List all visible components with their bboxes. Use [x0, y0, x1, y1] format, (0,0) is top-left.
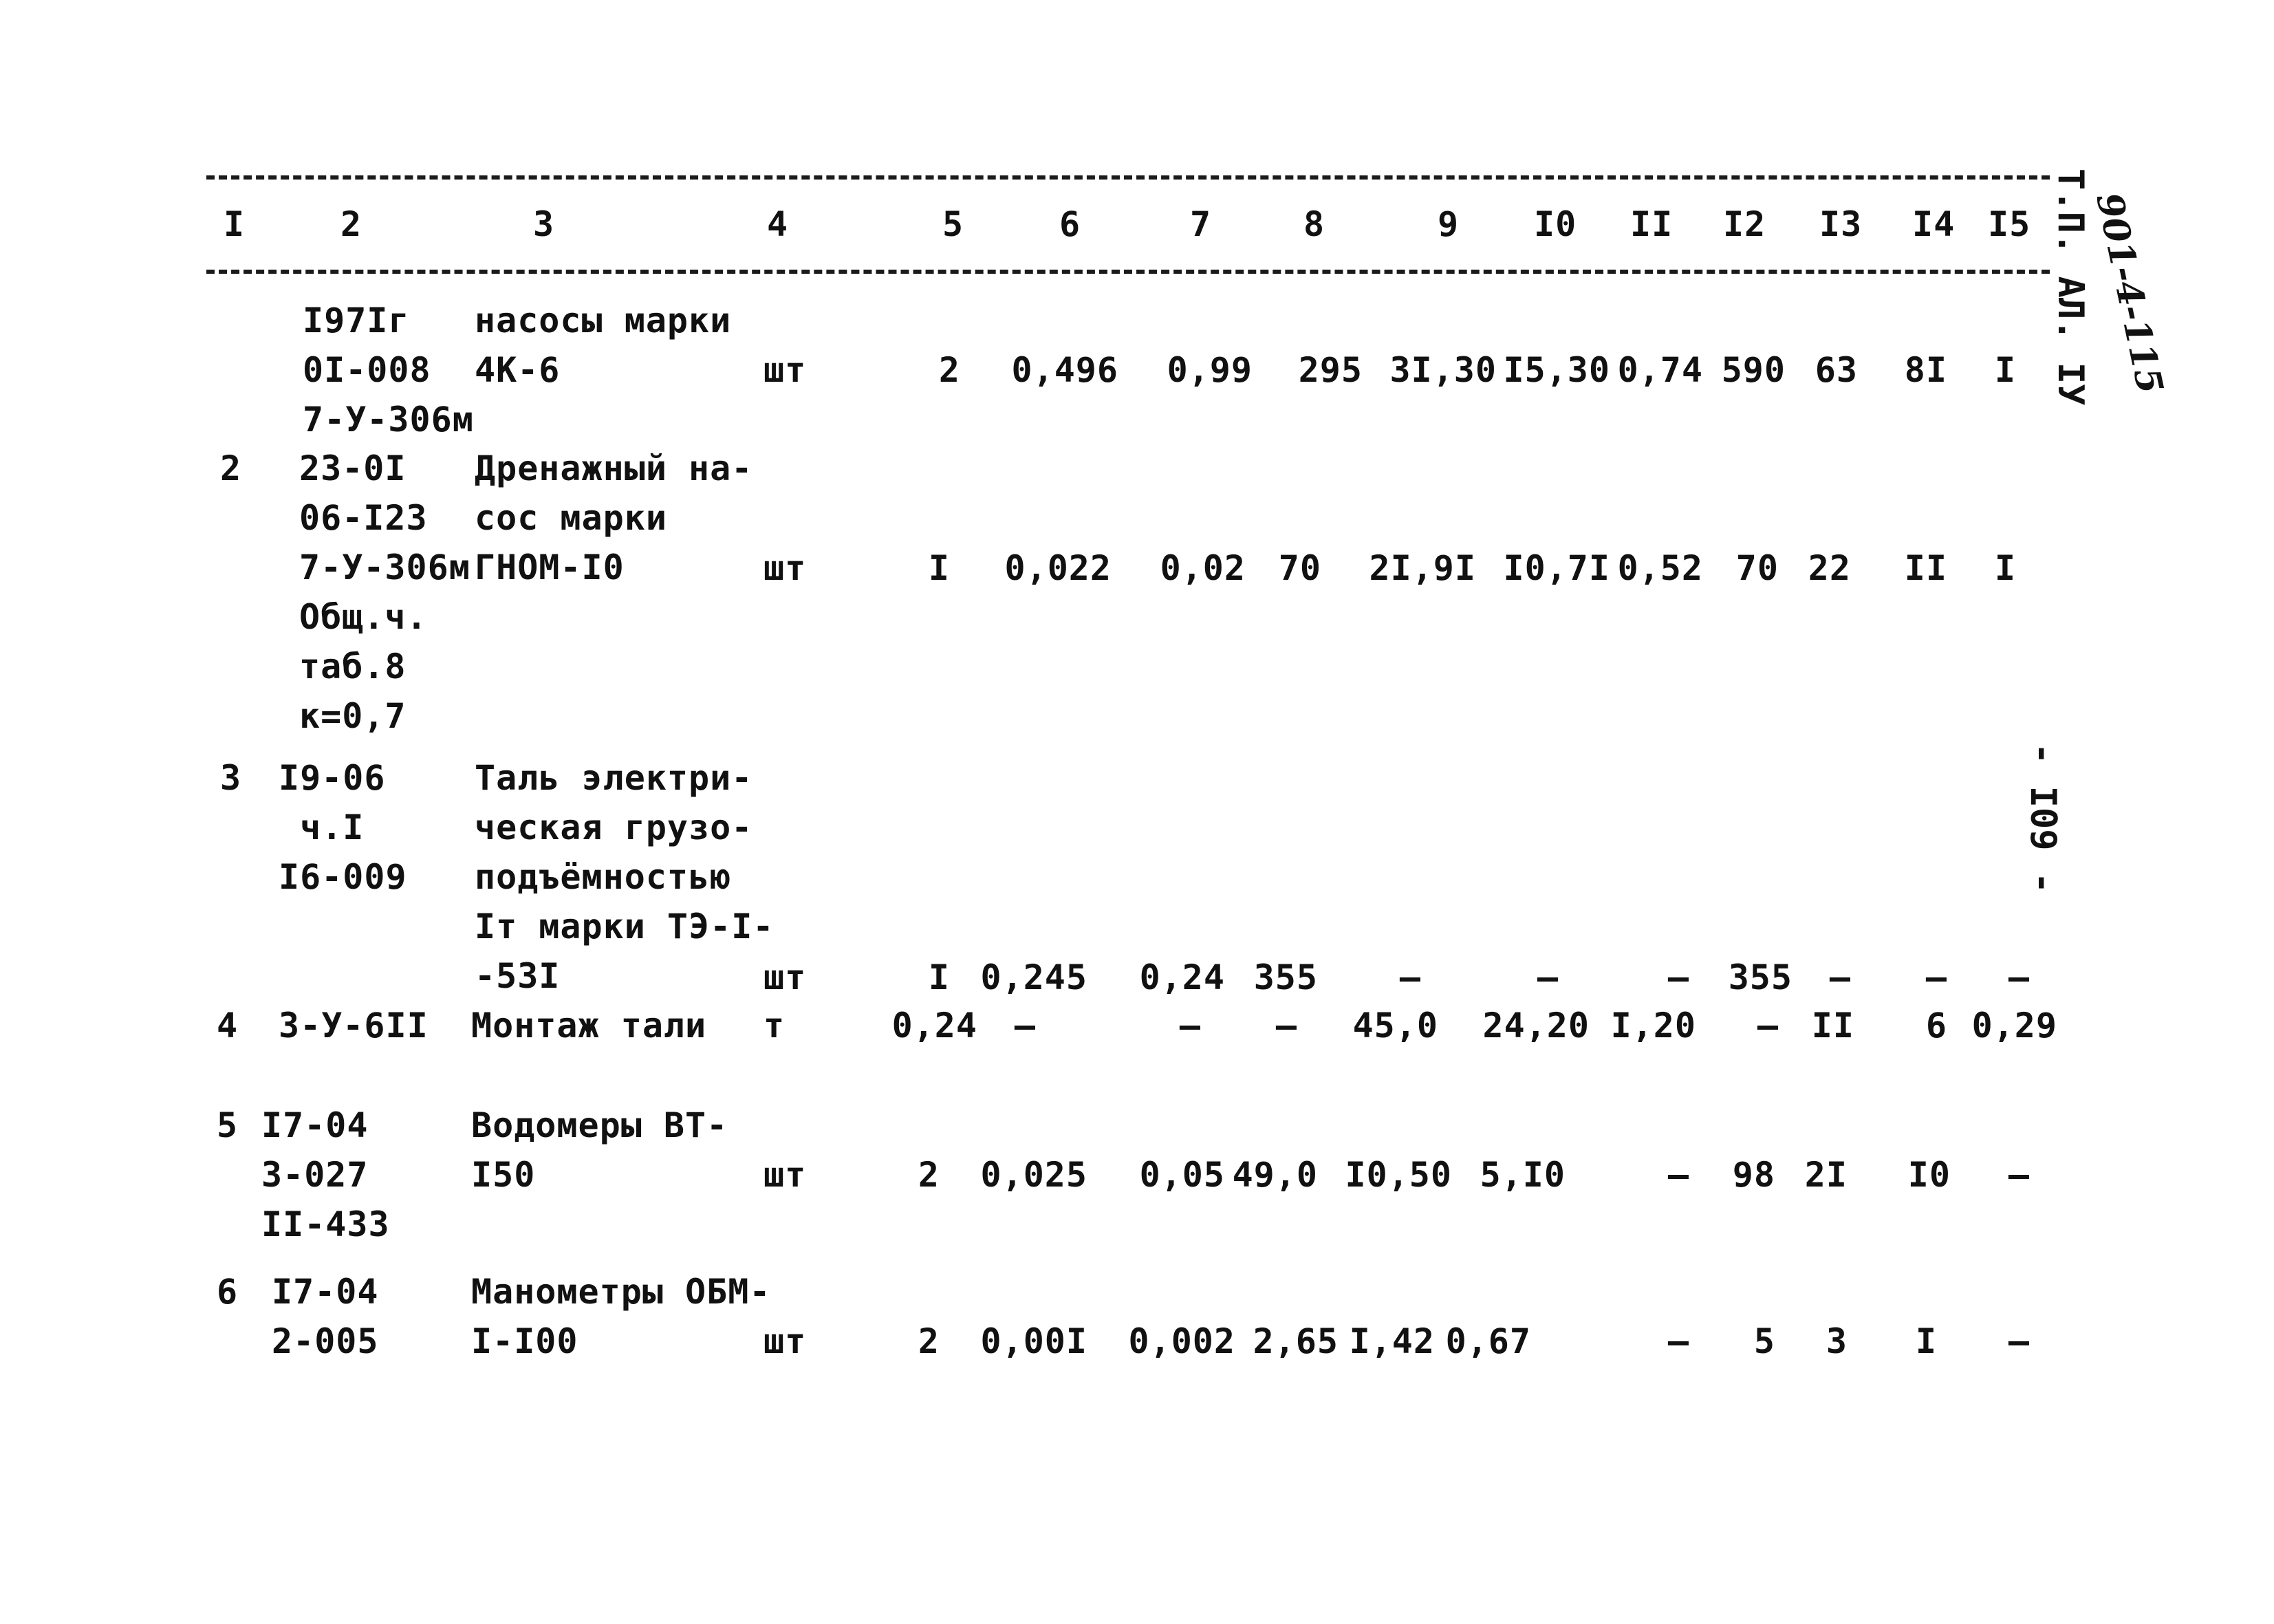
- col-header-8: 8: [1303, 204, 1325, 244]
- value-col9: 3I,30: [1389, 350, 1497, 390]
- item-name: Таль электри- ческая грузо- подъёмностью Iт марки ТЭ-I- -53I: [475, 758, 775, 996]
- value-col10: –: [1537, 957, 1559, 997]
- value-col15: 0,29: [1971, 1006, 2057, 1046]
- value-col7: 0,05: [1139, 1155, 1225, 1195]
- value-col10: 24,20: [1482, 1006, 1590, 1046]
- value-col5: 0,24: [891, 1006, 977, 1046]
- value-col13: 3: [1826, 1321, 1848, 1361]
- col-header-7: 7: [1190, 204, 1212, 244]
- value-col11: –: [1667, 1321, 1689, 1361]
- value-col14: I: [1915, 1321, 1937, 1361]
- value-col6: 0,496: [1011, 350, 1118, 390]
- value-col7: 0,24: [1139, 957, 1225, 997]
- col-header-14: I4: [1912, 204, 1956, 244]
- col-header-6: 6: [1059, 204, 1081, 244]
- document-code: Т.П. АЛ. IУ: [2050, 169, 2091, 406]
- value-col12: 5: [1753, 1321, 1775, 1361]
- value-col14: II: [1904, 548, 1947, 588]
- value-col10: I0,7I: [1503, 548, 1610, 588]
- value-col6: 0,025: [980, 1155, 1087, 1195]
- norm-code: 23-0I 06-I23 7-У-306м Общ.ч. таб.8 к=0,7: [299, 448, 470, 736]
- unit: шт: [764, 1321, 807, 1361]
- value-col6: 0,022: [1004, 548, 1112, 588]
- value-col15: –: [2008, 957, 2030, 997]
- value-col7: 0,99: [1167, 350, 1253, 390]
- norm-code: I9-06 ч.I I6-009: [279, 758, 407, 897]
- col-header-3: 3: [533, 204, 555, 244]
- value-col15: I: [1994, 350, 2016, 390]
- value-col14: 6: [1925, 1006, 1947, 1046]
- value-col8: 2,65: [1253, 1321, 1339, 1361]
- value-col8: 295: [1298, 350, 1363, 390]
- col-header-1: I: [224, 204, 246, 244]
- value-col13: 63: [1815, 350, 1858, 390]
- col-header-12: I2: [1723, 204, 1766, 244]
- col-header-2: 2: [340, 204, 362, 244]
- norm-code: I97Iг 0I-008 7-У-306м: [303, 301, 474, 440]
- col-header-9: 9: [1438, 204, 1460, 244]
- handwritten-code: 901-4-115: [2088, 189, 2172, 398]
- unit: шт: [764, 957, 807, 997]
- col-header-13: I3: [1819, 204, 1863, 244]
- value-col10: I5,30: [1503, 350, 1610, 390]
- col-header-11: II: [1630, 204, 1674, 244]
- value-col12: 70: [1735, 548, 1779, 588]
- item-name: насосы марки 4К-6: [475, 301, 732, 390]
- value-col9: I0,50: [1345, 1155, 1452, 1195]
- value-col8: –: [1275, 1006, 1297, 1046]
- value-col6: 0,245: [980, 957, 1087, 997]
- value-col12: 98: [1732, 1155, 1775, 1195]
- value-col7: 0,002: [1128, 1321, 1235, 1361]
- item-name: Монтаж тали: [471, 1006, 707, 1046]
- page-number: - I09 -: [2022, 743, 2064, 894]
- header-bottom-rule: [206, 270, 2050, 274]
- value-col11: 0,52: [1617, 548, 1703, 588]
- value-col12: –: [1757, 1006, 1779, 1046]
- value-col5: I: [928, 548, 950, 588]
- value-col9: –: [1399, 957, 1421, 997]
- value-col11: I,20: [1610, 1006, 1696, 1046]
- unit: шт: [764, 350, 807, 390]
- value-col6: –: [1014, 1006, 1036, 1046]
- row-number: 5: [217, 1105, 239, 1145]
- col-header-10: I0: [1534, 204, 1577, 244]
- value-col15: –: [2008, 1321, 2030, 1361]
- value-col5: 2: [938, 350, 960, 390]
- norm-code: I7-04 3-027 II-433: [261, 1105, 390, 1244]
- row-number: 2: [220, 448, 242, 488]
- value-col10: 5,I0: [1480, 1155, 1566, 1195]
- item-name: Манометры ОБМ- I-I00: [471, 1272, 771, 1361]
- value-col14: –: [1925, 957, 1947, 997]
- col-header-5: 5: [942, 204, 964, 244]
- item-name: Водомеры ВТ- I50: [471, 1105, 728, 1195]
- value-col5: 2: [918, 1321, 940, 1361]
- item-name: Дренажный на- сос марки ГНОМ-I0: [475, 448, 753, 587]
- value-col11: –: [1667, 1155, 1689, 1195]
- value-col13: 2I: [1804, 1155, 1848, 1195]
- value-col7: –: [1179, 1006, 1201, 1046]
- value-col6: 0,00I: [980, 1321, 1087, 1361]
- value-col12: 590: [1721, 350, 1786, 390]
- row-number: 4: [217, 1006, 239, 1046]
- value-col7: 0,02: [1160, 548, 1246, 588]
- value-col14: I0: [1907, 1155, 1951, 1195]
- value-col12: 355: [1728, 957, 1793, 997]
- value-col13: –: [1829, 957, 1851, 997]
- unit: т: [764, 1006, 786, 1046]
- value-col13: 22: [1808, 548, 1851, 588]
- value-col9: 45,0: [1352, 1006, 1438, 1046]
- value-col10: 0,67: [1445, 1321, 1531, 1361]
- row-number: 3: [220, 758, 242, 798]
- unit: шт: [764, 1155, 807, 1195]
- col-header-15: I5: [1988, 204, 2031, 244]
- value-col15: I: [1994, 548, 2016, 588]
- value-col11: 0,74: [1617, 350, 1703, 390]
- value-col13: II: [1811, 1006, 1854, 1046]
- value-col11: –: [1667, 957, 1689, 997]
- value-col5: I: [928, 957, 950, 997]
- value-col9: 2I,9I: [1369, 548, 1476, 588]
- value-col14: 8I: [1904, 350, 1947, 390]
- col-header-4: 4: [767, 204, 789, 244]
- unit: шт: [764, 548, 807, 588]
- value-col5: 2: [918, 1155, 940, 1195]
- norm-code: 3-У-6II: [279, 1006, 429, 1046]
- value-col15: –: [2008, 1155, 2030, 1195]
- value-col8: 49,0: [1232, 1155, 1318, 1195]
- row-number: 6: [217, 1272, 239, 1312]
- header-top-rule: [206, 175, 2050, 180]
- value-col8: 355: [1253, 957, 1318, 997]
- norm-code: I7-04 2-005: [272, 1272, 379, 1361]
- value-col8: 70: [1278, 548, 1321, 588]
- value-col9: I,42: [1349, 1321, 1435, 1361]
